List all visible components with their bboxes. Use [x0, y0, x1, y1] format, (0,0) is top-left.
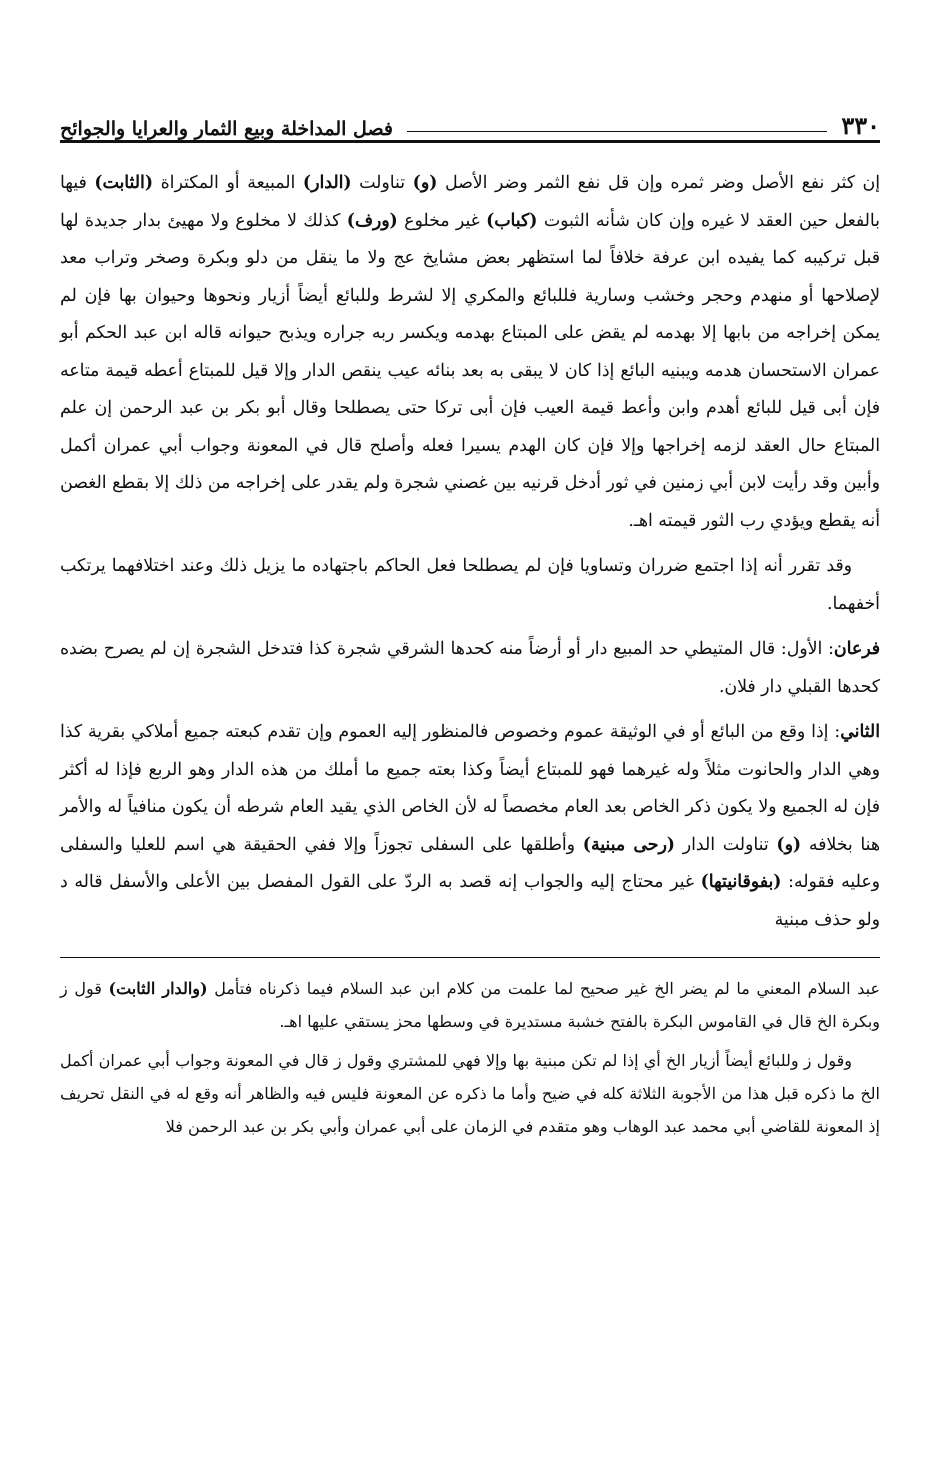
- main-text: [60, 165, 880, 939]
- text-span: وأطلقها على السفلى تجوزاً وإلا ففي الحقيقة هي اسم للعليا والسفلى وعليه فقوله:: [60, 834, 880, 892]
- paragraph-4: [60, 714, 880, 939]
- text-span: المبيعة أو المكتراة: [153, 173, 303, 193]
- paragraph-3: [60, 631, 880, 706]
- text-span: غير محتاج إليه والجواب إنه قصد به الردّ على القول المفصل بين الأعلى والأسفل قاله د ولو حذف مبنية: [60, 872, 880, 930]
- header-rule: [407, 131, 827, 132]
- text-span: : الأول: قال المتيطي حد المبيع دار أو أرضاً منه كحدها الشرقي شجرة كذا فتدخل الشجرة إن لم يصرح بضده كحدها القبلي دار فلان.: [60, 639, 880, 697]
- page-number: ٣٣٠: [841, 111, 880, 140]
- bold-term: (الدار): [302, 173, 352, 193]
- running-header: [60, 100, 880, 143]
- book-page: [60, 100, 880, 1149]
- bold-term: (بفوقانيتها): [700, 872, 782, 892]
- text-span: تناولت الدار: [675, 834, 777, 855]
- bold-term: (ورف): [346, 210, 398, 231]
- footnote-1: [60, 972, 880, 1038]
- paragraph-2: وقد تقرر أنه إذا اجتمع ضرران وتساويا فإن لم يصطلحا فعل الحاكم باجتهاده ما يزيل ذلك وعند اختلافهما يرتكب أخفهما.: [60, 556, 880, 614]
- footnote-2: وقول ز وللبائع أيضاً أزيار الخ أي إذا لم تكن مبنية بها وإلا فهي للمشتري وقول ز قال في المعونة وجواب أبي عمران أكمل الخ ما ذكره قبل هذا من الأجوبة الثلاثة كله في ضيح وأما ما ذكره عن المعونة فليس فيه والظاهر أنه وقع له في النقل تحريف إذ المعونة للقاضي أبي محمد عبد الوهاب وهو متقدم في الزمان على أبي عمران وأبي بكر بن عبد الرحمن فلا: [60, 1051, 880, 1136]
- section-heading: فرعان: [833, 639, 880, 659]
- bold-term: (والدار الثابت): [108, 979, 208, 998]
- bold-term: (و): [412, 173, 438, 193]
- bold-term: (و): [776, 834, 802, 855]
- text-span: قول ز وبكرة الخ قال في القاموس البكرة بالفتح خشبة مستديرة في وسطها محز يستقي عليها اهـ.: [60, 979, 880, 1031]
- paragraph-1: [60, 165, 880, 540]
- text-span: عبد السلام المعني ما لم يضر الخ غير صحيح لما علمت من كلام ابن عبد السلام فيما ذكرناه فتأمل: [207, 979, 881, 998]
- text-span: : إذا وقع من البائع أو في الوثيقة عموم وخصوص فالمنظور إليه العموم وإن تقدم كبعته جميع أملاكي بقرية كذا وهي الدار والحانوت مثلاً وله غيرهما فهو للمبتاع أيضاً وكذا بعته جميع ما أملك من هذه الدار وهو الربع فإذا له أكثر فإن له الجميع ولا يكون ذكر الخاص بعد العام مخصصاً له لأن الخاص الذي يقيد العام شرطه أن يكون منافياً له والأمر هنا بخلافه: [60, 722, 881, 855]
- text-span: فيها بالفعل حين العقد لا غيره وإن كان شأنه الثبوت: [60, 173, 880, 231]
- bold-term: (رحى مبنية): [582, 834, 675, 855]
- text-span: إن كثر نفع الأصل وضر ثمره وإن قل نفع الثمر وضر الأصل: [437, 173, 881, 193]
- bold-term: (كباب): [486, 210, 538, 231]
- section-heading: الثاني: [840, 722, 880, 742]
- footnotes: [60, 972, 880, 1143]
- chapter-title: فصل المداخلة وبيع الثمار والعرايا والجوائح: [60, 118, 394, 140]
- footnote-separator: [60, 957, 880, 958]
- bold-term: (الثابت): [94, 173, 154, 193]
- text-span: كذلك لا مخلوع ولا مهيئ بدار جديدة لها قبل تركيبه كما يفيده ابن عرفة خلافاً لما استظهر بعض مشايخ عج ولا ما ينقل من دلو وبكرة وصخر وتراب معد لإصلاحها أو منهدم وحجر وخشب وسارية فللبائع والمكري إلا لشرط وللبائع أيضاً أزيار ونحوها وحيوان بها فإن لم يمكن إخراجه من بابها إلا بهدمه لم يقض على المبتاع بهدمه ويكسر ربه جراره ويذبح حيوانه قاله ابن عبد الحكم أبو عمران الاستحسان هدمه ويبنيه البائع إذا كان لا يبقى به بعد بنائه عيب ينقص الدار وإلا قيل للمبتاع أعطه قيمة متاعه فإن أبى قيل للبائع أهدم وابن وأعط قيمة العيب فإن أبى تركا حتى يصطلحا وقال أبو بكر بن عبد الرحمن إن علم المبتاع حال العقد لزمه إخراجها وإلا فإن كان الهدم يسيرا فعله وأصلح قال في المعونة وجواب أبي عمران أكمل وأبين وقد رأيت لابن أبي زمنين في ثور أدخل قرنيه بين غصني شجرة ولم يقدر على إخراجه من ذلك إلا بقطع الغصن أنه يقطع ويؤدي رب الثور قيمته اهـ.: [60, 210, 880, 531]
- text-span: غير مخلوع: [397, 210, 487, 231]
- text-span: تناولت: [351, 173, 413, 193]
